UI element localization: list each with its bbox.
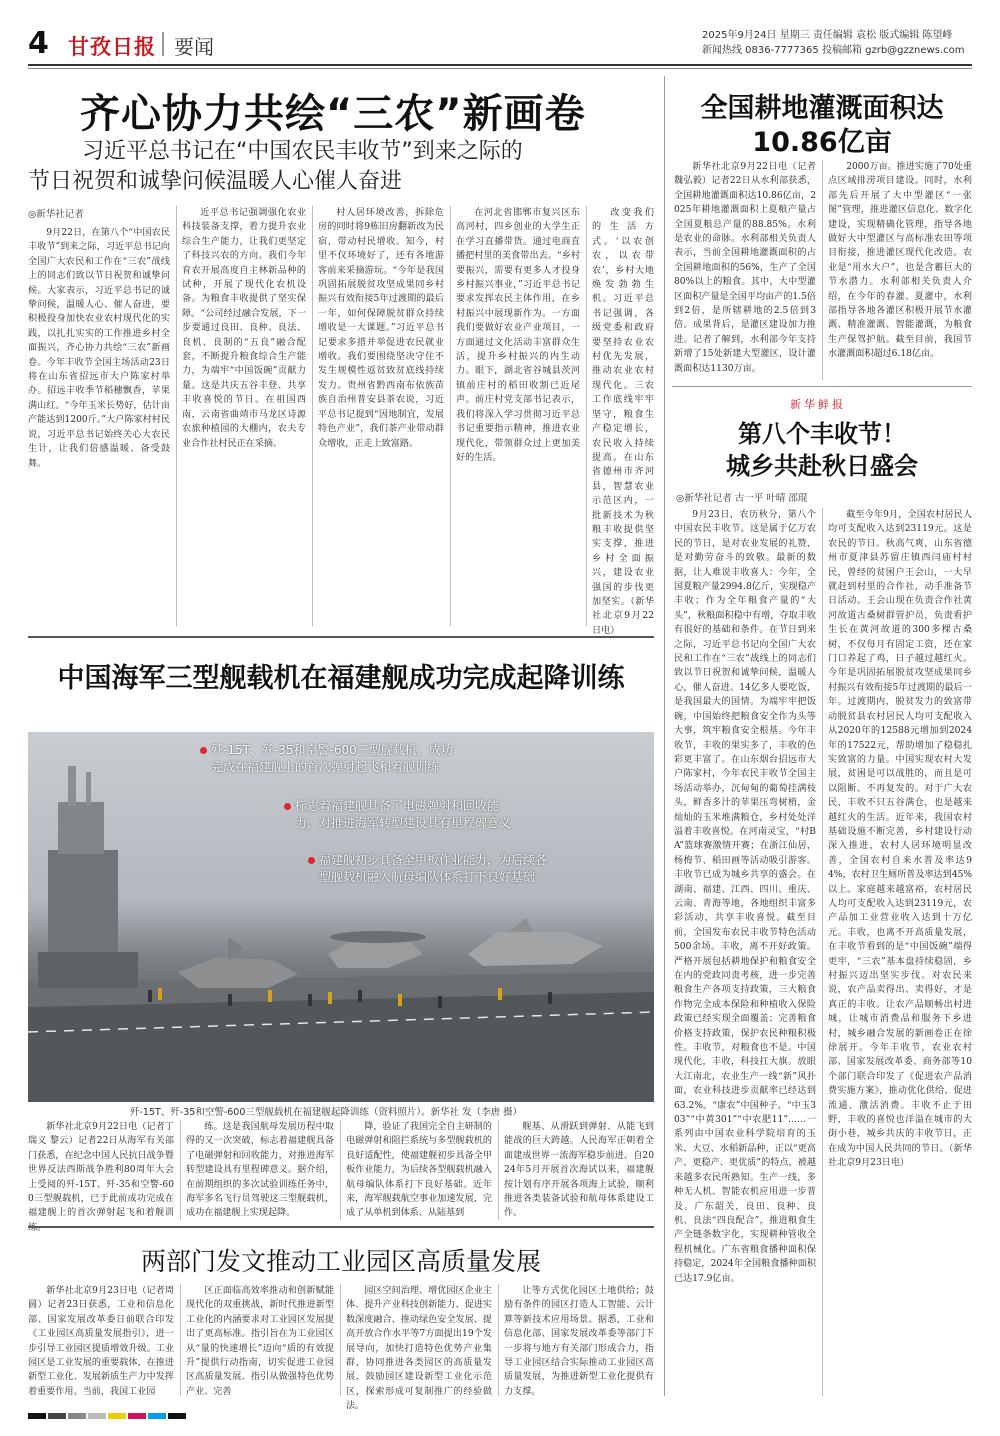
column-divider <box>312 206 313 626</box>
carrier-scene <box>28 732 654 1102</box>
meta-editors: 2025年9月24日 星期三 责任编辑 袁松 版式编辑 陈望峰 <box>702 30 953 41</box>
column-divider <box>180 1120 181 1220</box>
section-title: 要闻 <box>174 35 214 59</box>
masthead <box>28 26 972 60</box>
bullet-icon <box>284 803 291 810</box>
lead-column-2 <box>182 206 306 626</box>
print-color-bar <box>28 1404 972 1410</box>
callout-3-line-2: 型舰载机融入航母编队体系打下良好基础 <box>319 870 536 884</box>
column-divider <box>822 508 823 1396</box>
paper-logo: 甘孜日报 <box>68 34 156 59</box>
column-divider <box>340 1120 341 1220</box>
navy-column-4 <box>504 1120 654 1220</box>
column-divider <box>450 206 451 626</box>
lead-col2-text: 近平总书记强调强化农业科技装备支撑，着力提升农业综合生产能力，让我们更坚定了科技兴农的方向。我们今年育农开展高度自主林新品种的试种，开展了现代化农机设备。为粮食丰收提供了坚实保障。“公司经过融合发展，下一步要通过良田、良种、良法、良机、良制的“五良”融合配套，不断提升粮食综合生产能力，为端牢“中国饭碗”贡献力量。这是共庆五谷丰登、共享丰收喜悦的节日。在祖国西南，云南省曲靖市马龙区诗源农旅种植园的大棚内，农夫专业合作社村民正在采摘。 <box>182 208 306 449</box>
navy-column-2 <box>186 1120 334 1220</box>
header-divider <box>162 32 164 56</box>
section-rule <box>672 386 972 387</box>
industry-col4-text: 让等方式优化园区土地供给；鼓励有条件的园区打造人工智能、云计算等新技术应用场景。据悉，工业和信息化部、国家发展改革委等部门下一步将与地方有关部门形成合力，指导工业园区结合实际推动工业园区高质量发展，为推进新型工业化提供有力支撑。 <box>504 1286 654 1397</box>
irrigation-column-1 <box>674 160 816 380</box>
header-rule <box>28 64 972 66</box>
column-divider <box>340 1284 341 1396</box>
harvest-column-1 <box>674 508 816 1396</box>
harvest-tag: 新华鲜报 <box>790 398 846 411</box>
industry-column-4 <box>504 1284 654 1396</box>
irrigation-headline-1: 全国耕地灌溉面积达 <box>700 93 944 124</box>
header-meta <box>702 28 972 58</box>
photo-callout-2 <box>284 798 511 832</box>
industry-column-2 <box>186 1284 334 1396</box>
callout-1-line-1: 歼-15T、歼-35和空警-600三型舰载机，成功 <box>211 743 453 757</box>
callout-1-line-2: 完成在福建舰上的首次弹射起飞和着舰训练 <box>211 760 440 774</box>
industry-col3-text: 园区空间治理、增优园区企业主体、提升产业科技创新能力、促进实数深度融合、推动绿色安全发展、提高开放合作水平等7方面提出19个发展导向，加快打造特色优势产业集群，协同推进各类园区的高质量发展，鼓励园区建设新型工业化示范区，探索形成可复制推广的经验做法。 <box>346 1286 492 1412</box>
column-divider <box>180 1284 181 1396</box>
lead-col3-text: 村人居环境改善，拆除危房的同时将9栋旧房翻新改为民宿，带动村民增收。知今，村里不仅环境好了，还有各地游客前来采摘游玩。“今年是我国巩固拓展脱贫攻坚成果同乡村振兴有效衔接5年过渡期的最后一年，如何保障脱贫群众持续增收是一大课题。”习近平总书记要求多措并举促进农民就业增收。我们要围绕坚决守住不发生规模性返贫致贫底线持续发力。贵州省黔西南布依族苗族自治州普安县茶农说，习近平总书记提到“因地制宜，发展特色产业”，我们茶产业带动群众增收，正走上致富路。 <box>318 208 444 449</box>
lead-column-4 <box>456 206 580 626</box>
lead-col5-text: 改变我们的生活方式。‘以农创农，以农带农’，乡村大地焕发勃勃生机。习近平总书记强调，各级党委和政府要坚持农业农村优先发展，推动农业农村现代化。三农工作底线牢牢坚守，粮食生产稳定增长，农民收入持续提高。在山东省德州市齐河县，智慧农业示范区内，一批新技术为秋粮丰收提供坚实支撑，推进乡村全面振兴，建设农业强国的步伐更加坚实。（新华社北京9月22日电） <box>592 208 654 636</box>
irrigation-col1-text: 新华社北京9月22日电（记者魏弘毅）记者22日从水利部获悉，全国耕地灌溉面积达10.86亿亩，2025年耕地灌溉面积上夏粮产量占全国夏粮总产量的88.85%。水利是农业的命脉。水利部相关负责人表示，当前全国耕地灌溉面积的占全国耕地面积的56%，生产了全国80%以上的粮食。其中，大中型灌区面积产量是全国平均亩产的1.5倍到2倍，是所辖耕地的2.5倍到3倍。成果背后，是灌区建设加力推进。记者了解到，水利部今年支持新增了15处新建大型灌区，设计灌溉面积达1130万亩。 <box>674 162 816 374</box>
column-divider <box>498 1120 499 1220</box>
lead-column-1 <box>28 226 170 626</box>
irrigation-col2-text: 2000万亩。推进实施了70处重点区域排涝项目建设。同时，水利部先后开展了大中型灌区“一张图”管理，推进灌区信息化、数字化建设，实现精确化管理，指导各地做好大中型灌区与高标准农田等项目衔接，推进灌区现代化改造。农业是“用水大户”，也是含蓄巨大的节水潜力。水利部相关负责人介绍，在今年的春灌、夏灌中，水利部指导各地各灌区积极开展节水灌溉、精准灌溉、智能灌溉，为粮食生产保驾护航。截至目前，我国节水灌溉面积超过6.18亿亩。 <box>828 162 972 360</box>
navy-column-1 <box>28 1120 174 1220</box>
industry-col1-text: 新华社北京9月23日电（记者周圆）记者23日获悉，工业和信息化部、国家发展改革委日前联合印发《工业园区高质量发展指引》，进一步引导工业园区提质增效升级。工业园区是工业发展的重要载体，在推进新型工业化、发展新质生产力中发挥着重要作用。当前，我国工业园 <box>28 1286 174 1397</box>
photo-caption: 歼-15T、歼-35和空警-600三型舰载机在福建舰起降训练（资料照片）。新华社 发（李唐 摄） <box>130 1107 523 1118</box>
lead-byline: ◎新华社记者 <box>28 209 84 220</box>
meta-contact: 新闻热线 0836-7777365 投稿邮箱 gzrb@gzznews.com <box>702 45 965 56</box>
lead-column-3 <box>318 206 444 626</box>
lead-col1-text: 9月22日，在第八个“中国农民丰收节”到来之际，习近平总书记向全国广大农民和工作在“三农”战线上的同志们致以节日祝贺和诚挚问候。大家表示，习近平总书记的诚挚问候，温暖人心、催人奋进，要积极投身加快农业农村现代化的实践，以扎扎实实的工作推进乡村全面振兴，齐心协力共绘“三农”新画卷。今年丰收节全国主场活动23日将在山东省招远市大户陈家村举办。招远丰收季节稻穗飘香，苹果满山红。“今年玉米长势好，估计亩产能达到1200斤。”大户陈家村村民说，习近平总书记始终关心大农民生计，让我们倍感温暖、备受鼓舞。 <box>28 228 170 469</box>
irrigation-column-2 <box>828 160 972 380</box>
column-divider <box>586 206 587 626</box>
navy-col3-text: 降，验证了我国完全自主研制的电磁弹射和阻拦系统与多型舰载机的良好适配性，使福建舰初步具备全甲板作业能力，为后续各型舰载机融入航母编队体系打下良好基础。近年来，海军舰载航空事业加速发展，完成了从单机到体系、从陆基到 <box>346 1122 492 1219</box>
bullet-icon <box>308 857 315 864</box>
harvest-byline: ◎新华社记者 古一平 叶晴 邵琨 <box>676 493 808 504</box>
section-rule <box>28 1226 654 1228</box>
callout-3-line-1: 福建舰初步具备全甲板作业能力，为后续各 <box>319 853 548 867</box>
carrier-photo <box>28 732 654 1102</box>
header-rule-thin <box>28 68 972 69</box>
page-number: 4 <box>28 26 49 61</box>
industry-headline: 两部门发文推动工业园区高质量发展 <box>140 1247 541 1276</box>
industry-column-3 <box>346 1284 492 1412</box>
harvest-headline-2: 城乡共赴秋日盛会 <box>726 452 918 480</box>
navy-column-3 <box>346 1120 492 1220</box>
lead-subhead-2: 节日祝贺和诚挚问候温暖人心催人奋进 <box>28 169 403 194</box>
navy-headline: 中国海军三型舰载机在福建舰成功完成起降训练 <box>57 663 625 694</box>
harvest-col1-text: 9月23日，农历秋分，第八个中国农民丰收节。这是属于亿万农民的节日，是对农业发展的礼赞，是对勤劳奋斗的致敬。最新的数据，让人难说丰收喜人：今年，全国夏粮产量2994.8亿斤，实现稳产丰收；作为全年粮食产量的“大头”，秋粮面积稳中有增，夺取丰收有很好的基础和条件。在节日到来之际，习近平总书记向全国广大农民和工作在“三农”战线上的同志们致以节日祝贺和诚挚问候，温暖人心，催人奋进。14亿多人要吃饭，是我国最大的国情。为端牢牢把饭碗，中国始终把粮食安全作为头等大事，筑牢粮食安全根基。今年丰收节，丰收的果实多了，丰收的色彩更丰富了。在山东烟台招远市大户陈家村，今年农民丰收节全国主场活动举办，沉甸甸的葡萄挂满枝头，鲜香多汁的苹果压弯树梢，金灿灿的玉米堆满粮仓，乡村处处洋溢着丰收喜悦。在河南灵宝，“村BA”篮球赛激情开赛；在浙江仙居，杨梅节、稻田画等活动吸引游客。丰收节已成为城乡共享的盛会。在湖南、福建、江西、四川、重庆、云南、青海等地，各地组织丰富多彩活动，共享丰收喜悦。截至目前，全国发布农民丰收节特色活动500余场。丰收，离不开好政策。严格开展包括耕地保护和粮食安全在内的党政同责考核，进一步完善粮食生产各项支持政策，三大粮食作物完全成本保险和种植收入保险政策已经实现全面覆盖；完善粮食价格支持政策，保护农民种粮积极性。丰收节，对粮食也不是。中国现代化，丰收，科技扛大旗。放眼大江南北，农业生产一线“新”风扑面，农业科技进步贡献率已经达到63.2%。“康农”中国种子。“中玉303”“中黄301”“中农肥11”……一系列由中国农业科学院培育的玉米、大豆、水稻新品种，正以“更高产、更稳产、更优质”的特点，被越来越多农民所熟知。生产一线，多种无人机、智能农机应用进一步普及。广东韶关，良田、良种、良机、良法“四良配合”，推进粮食生产全链条数字化，实现耕种管收全程机械化。广东省粮食播种面积保持稳定，2024年全国粮食播种面积已达17.9亿亩。 <box>674 510 816 1284</box>
industry-column-1 <box>28 1284 174 1396</box>
navy-col4-text: 舰基、从滑跃到弹射、从能飞到能战的巨大跨越。人民海军正朝着全面建成世界一流海军稳步前进。自2024年5月开展首次海试以来，福建舰按计划有序开展各项海上试验，顺利推进各类装备试验和航母体系建设工作。 <box>504 1122 654 1219</box>
callout-2-line-2: 力，对推进海军转型建设具有里程碑意义 <box>295 816 512 830</box>
lead-column-5 <box>592 206 654 636</box>
column-divider <box>176 206 177 626</box>
right-column-divider <box>664 76 665 1396</box>
section-rule <box>28 636 654 638</box>
bullet-icon <box>200 747 207 754</box>
harvest-col2-text: 截至今年9月，全国农村居民人均可支配收入达到23119元。这是农民的节日。秋高气爽，山东省德州市夏津县苏留庄镇西闫庙村村民，曾经的贫困户王会山，一大早就赶到村里的合作社，动手准备节日活动。王会山现在负责合作社黄河故道古桑树群管护员，负责看护生长在黄河故道的300多棵古桑树，不仅每月有固定工资，还在家门口养起了鸡，日子越过越红火。今年是巩固拓展脱贫攻坚成果同乡村振兴有效衔接5年过渡期的最后一年。过渡期内，脱贫发力的致富带动脱贫县农村居民人均可支配收入从2020年的12588元增加到2024年的17522元，帮助增加了稳稳扎实致富的力量。中国实现农村大发展，贫困是可以战胜的，而且是可以阻断、不再复发的。对于广大农民，丰收不只五谷满仓，也是越来越红火的生活。近年来，我国农村基础设施不断完善，乡村建设行动深入推进，农村人居环境明显改善，全国农村自来水普及率达94%，农村卫生厕所普及率达到45%以上。家庭越来越富裕，农村居民人均可支配收入达到23119元，农产品加工业营业收入达到十万亿元。丰收，也离不开高质量发展，在丰收节看到的是“中国饭碗”端得更牢，“三农”基本盘持续稳固，乡村振兴迈出坚实步伐。对农民来说，农产品卖得出、卖得好，才是真正的丰收。让农产品顺畅出村进城，让城市消费品和服务下乡进村，城乡融合发展的新画卷正在徐徐展开。今年丰收节，农业农村部、国家发展改革委、商务部等10个部门联合印发了《促进农产品消费实施方案》，推动优化供给、促进流通、激活消费。丰收不止于田野，丰收的喜悦也洋溢在城市的大街小巷，城乡共庆的丰收节日，正在成为中国人民共同的节日。（新华社北京9月23日电） <box>828 510 972 1169</box>
navy-col2-text: 练。这是我国航母发展历程中取得的又一次突破，标志着福建舰具备了电磁弹射和回收能力，对推进海军转型建设具有里程碑意义。据介绍，在前期组织的多次试验训练任务中，海军多名飞行员驾驶这三型舰载机，成功在福建舰上实现起降。 <box>186 1122 334 1219</box>
irrigation-headline-2: 10.86亿亩 <box>752 127 892 158</box>
column-divider <box>822 160 823 380</box>
harvest-column-2 <box>828 508 972 1396</box>
callout-2-line-1: 标志着福建舰具备了电磁弹射和回收能 <box>295 799 500 813</box>
navy-col1-text: 新华社北京9月22日电（记者丁瑞义 黎云）记者22日从海军有关部门获悉，在纪念中国人民抗日战争暨世界反法西斯战争胜利80周年大会上受阅的歼-15T、歼-35和空警-600三型舰载机，已于此前成功完成在福建舰上的首次弹射起飞和着舰训 <box>28 1122 174 1219</box>
photo-callout-1 <box>200 742 453 776</box>
industry-col2-text: 区正面临高效率推动和创新赋能现代化的双重挑战，新时代推进新型工业化的内涵要求对工业园区发展提出了更高标准。指引旨在为工业园区从“量的快速增长”迈向“质的有效提升”提供行动指南，切实促进工业园区高质量发展。指引从做强特色优势产业、完善 <box>186 1286 334 1397</box>
column-divider <box>498 1284 499 1396</box>
lead-subhead-1: 习近平总书记在“中国农民丰收节”到来之际的 <box>82 139 523 164</box>
lead-col4-text: 在河北省邯郸市复兴区东高河村，四乡创业的大学生正在学习直播带货。通过电商直播把村里的美食带出去。“乡村要振兴，需要有更多人才投身乡村振兴事业，”习近平总书记要求发挥农民主体作用，在乡村振兴中展现新作为。一方面我们要做好农业产业项目，一方面通过文化活动丰富群众生活，提升乡村振兴的内生动力。眼下，湖北省谷城县茨河镇前庄村的稻田收割已近尾声。前庄村党支部书记表示，我们将深入学习贯彻习近平总书记重要指示精神，推进农业现代化，带领群众过上更加美好的生活。 <box>456 208 580 463</box>
harvest-headline-1: 第八个丰收节！ <box>738 420 906 448</box>
photo-callout-3 <box>308 852 547 886</box>
lead-headline: 齐心协力共绘“三农”新画卷 <box>80 91 586 137</box>
